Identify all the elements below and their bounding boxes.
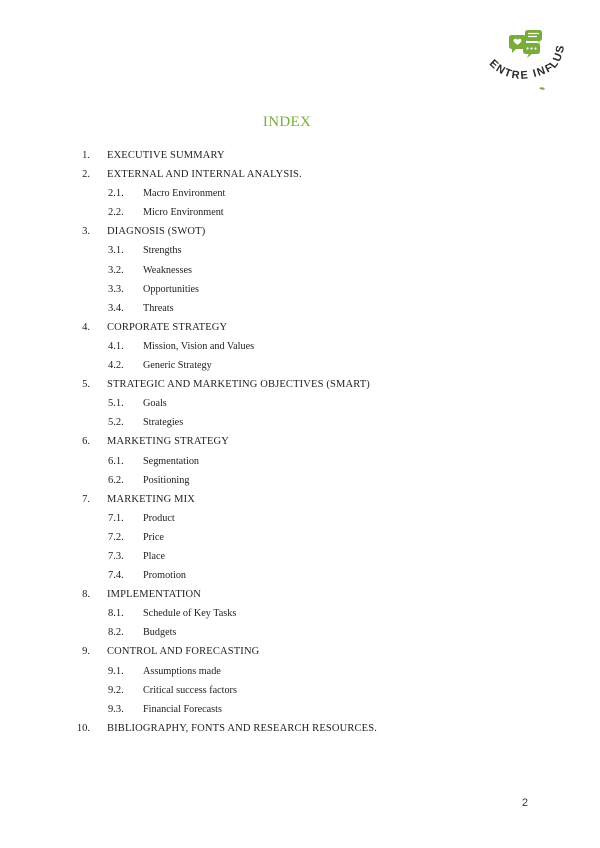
toc-entry-number: 7. <box>82 493 90 505</box>
toc-section-entry[interactable] <box>0 375 600 394</box>
toc-section-entry[interactable] <box>0 432 600 451</box>
toc-entry-label: CORPORATE STRATEGY <box>107 321 228 333</box>
toc-entry-label: DIAGNOSIS (SWOT) <box>107 226 206 238</box>
toc-subsection-entry[interactable] <box>0 299 600 318</box>
toc-entry-label: Price <box>143 531 164 543</box>
toc-subsection-entry[interactable] <box>0 566 600 585</box>
toc-section-entry[interactable] <box>0 642 600 661</box>
toc-subsection-entry[interactable] <box>0 604 600 623</box>
toc-section-entry[interactable] <box>0 165 600 184</box>
toc-subsection-entry[interactable] <box>0 700 600 719</box>
toc-entry-number: 2.2. <box>108 207 124 219</box>
toc-entry-label: Micro Environment <box>143 207 224 219</box>
toc-entry-number: 7.3. <box>108 550 124 562</box>
toc-entry-number: 9.2. <box>108 684 124 696</box>
toc-entry-label: Strategies <box>143 417 184 429</box>
toc-entry-label: Product <box>143 512 175 524</box>
toc-section-entry[interactable] <box>0 222 600 241</box>
toc-subsection-entry[interactable] <box>0 509 600 528</box>
toc-entry-label: EXECUTIVE SUMMARY <box>107 150 225 161</box>
toc-entry-label: Mission, Vision and Values <box>143 340 255 352</box>
toc-entry-label: Schedule of Key Tasks <box>143 608 237 620</box>
toc-section-entry[interactable] <box>0 146 600 165</box>
toc-section-entry[interactable] <box>0 490 600 509</box>
toc-subsection-entry[interactable] <box>0 662 600 681</box>
toc-subsection-entry[interactable] <box>0 241 600 260</box>
toc-entry-label: Threats <box>143 302 174 314</box>
table-of-contents <box>0 146 600 738</box>
toc-entry-label: MARKETING STRATEGY <box>107 436 229 448</box>
toc-entry-number: 3.2. <box>108 264 124 276</box>
toc-subsection-entry[interactable] <box>0 452 600 471</box>
toc-entry-label: IMPLEMENTATION <box>107 589 202 601</box>
toc-entry-label: Place <box>143 550 166 562</box>
toc-entry-number: 9.1. <box>108 665 124 677</box>
page-title: INDEX <box>262 114 312 130</box>
toc-entry-number: 8.2. <box>108 627 124 639</box>
toc-entry-label: MARKETING MIX <box>107 493 195 505</box>
toc-subsection-entry[interactable] <box>0 394 600 413</box>
toc-entry-label: Critical success factors <box>143 684 237 696</box>
toc-subsection-entry[interactable] <box>0 203 600 222</box>
toc-entry-label: Financial Forecasts <box>143 703 222 715</box>
toc-entry-number: 8.1. <box>108 608 124 620</box>
toc-entry-number: 5. <box>82 379 90 391</box>
logo-text: ENTRE INFLUS <box>486 43 568 82</box>
toc-entry-label: Goals <box>143 398 167 410</box>
toc-entry-label: BIBLIOGRAPHY, FONTS AND RESEARCH RESOURCES. <box>107 722 377 734</box>
toc-subsection-entry[interactable] <box>0 280 600 299</box>
toc-subsection-entry[interactable] <box>0 356 600 375</box>
toc-entry-label: Opportunities <box>143 283 200 295</box>
toc-entry-number: 6.2. <box>108 474 124 486</box>
toc-entry-label: EXTERNAL AND INTERNAL ANALYSIS. <box>107 169 302 181</box>
toc-entry-label: Promotion <box>143 570 187 582</box>
toc-entry-label: STRATEGIC AND MARKETING OBJECTIVES (SMART) <box>107 379 370 391</box>
toc-entry-label: Segmentation <box>143 455 200 467</box>
toc-entry-label: Positioning <box>143 474 190 486</box>
toc-entry-number: 10. <box>76 722 90 734</box>
toc-entry-label: Assumptions made <box>143 665 221 677</box>
toc-entry-number: 6.1. <box>108 455 124 467</box>
toc-entry-number: 7.1. <box>108 512 124 524</box>
toc-subsection-entry[interactable] <box>0 471 600 490</box>
toc-section-entry[interactable] <box>0 585 600 604</box>
toc-entry-label: Generic Strategy <box>143 360 212 372</box>
toc-entry-number: 4. <box>82 321 90 333</box>
toc-entry-number: 4.1. <box>108 340 124 352</box>
toc-entry-number: 4.2. <box>108 360 124 372</box>
toc-entry-number: 3. <box>82 226 90 238</box>
toc-entry-number: 3.1. <box>108 245 124 257</box>
toc-entry-number: 9.3. <box>108 703 124 715</box>
toc-entry-label: Macro Environment <box>143 188 226 200</box>
toc-entry-number: 6. <box>82 436 90 448</box>
toc-entry-number: 8. <box>82 589 90 601</box>
toc-entry-label: Strengths <box>143 245 182 257</box>
toc-entry-label: Weaknesses <box>143 264 192 276</box>
toc-section-entry[interactable] <box>0 719 600 738</box>
toc-entry-number: 5.1. <box>108 398 124 410</box>
toc-entry-number: 2. <box>82 169 90 181</box>
toc-subsection-entry[interactable] <box>0 413 600 432</box>
speech-bubbles-heart-logo-icon <box>483 22 579 96</box>
page-number: 2 <box>521 797 528 809</box>
toc-subsection-entry[interactable] <box>0 261 600 280</box>
toc-entry-number: 1. <box>82 150 90 161</box>
toc-subsection-entry[interactable] <box>0 337 600 356</box>
toc-entry-number: 5.2. <box>108 417 124 429</box>
toc-entry-number: 2.1. <box>108 188 124 200</box>
toc-subsection-entry[interactable] <box>0 681 600 700</box>
toc-entry-number: 7.2. <box>108 531 124 543</box>
toc-entry-label: Budgets <box>143 627 177 639</box>
toc-entry-label: CONTROL AND FORECASTING <box>107 646 260 658</box>
toc-subsection-entry[interactable] <box>0 184 600 203</box>
entre-influs-logo <box>483 22 579 96</box>
toc-entry-number: 9. <box>82 646 90 658</box>
toc-entry-number: 3.3. <box>108 283 124 295</box>
toc-entry-number: 3.4. <box>108 302 124 314</box>
toc-subsection-entry[interactable] <box>0 623 600 642</box>
toc-section-entry[interactable] <box>0 318 600 337</box>
toc-subsection-entry[interactable] <box>0 528 600 547</box>
toc-entry-number: 7.4. <box>108 570 124 582</box>
toc-subsection-entry[interactable] <box>0 547 600 566</box>
